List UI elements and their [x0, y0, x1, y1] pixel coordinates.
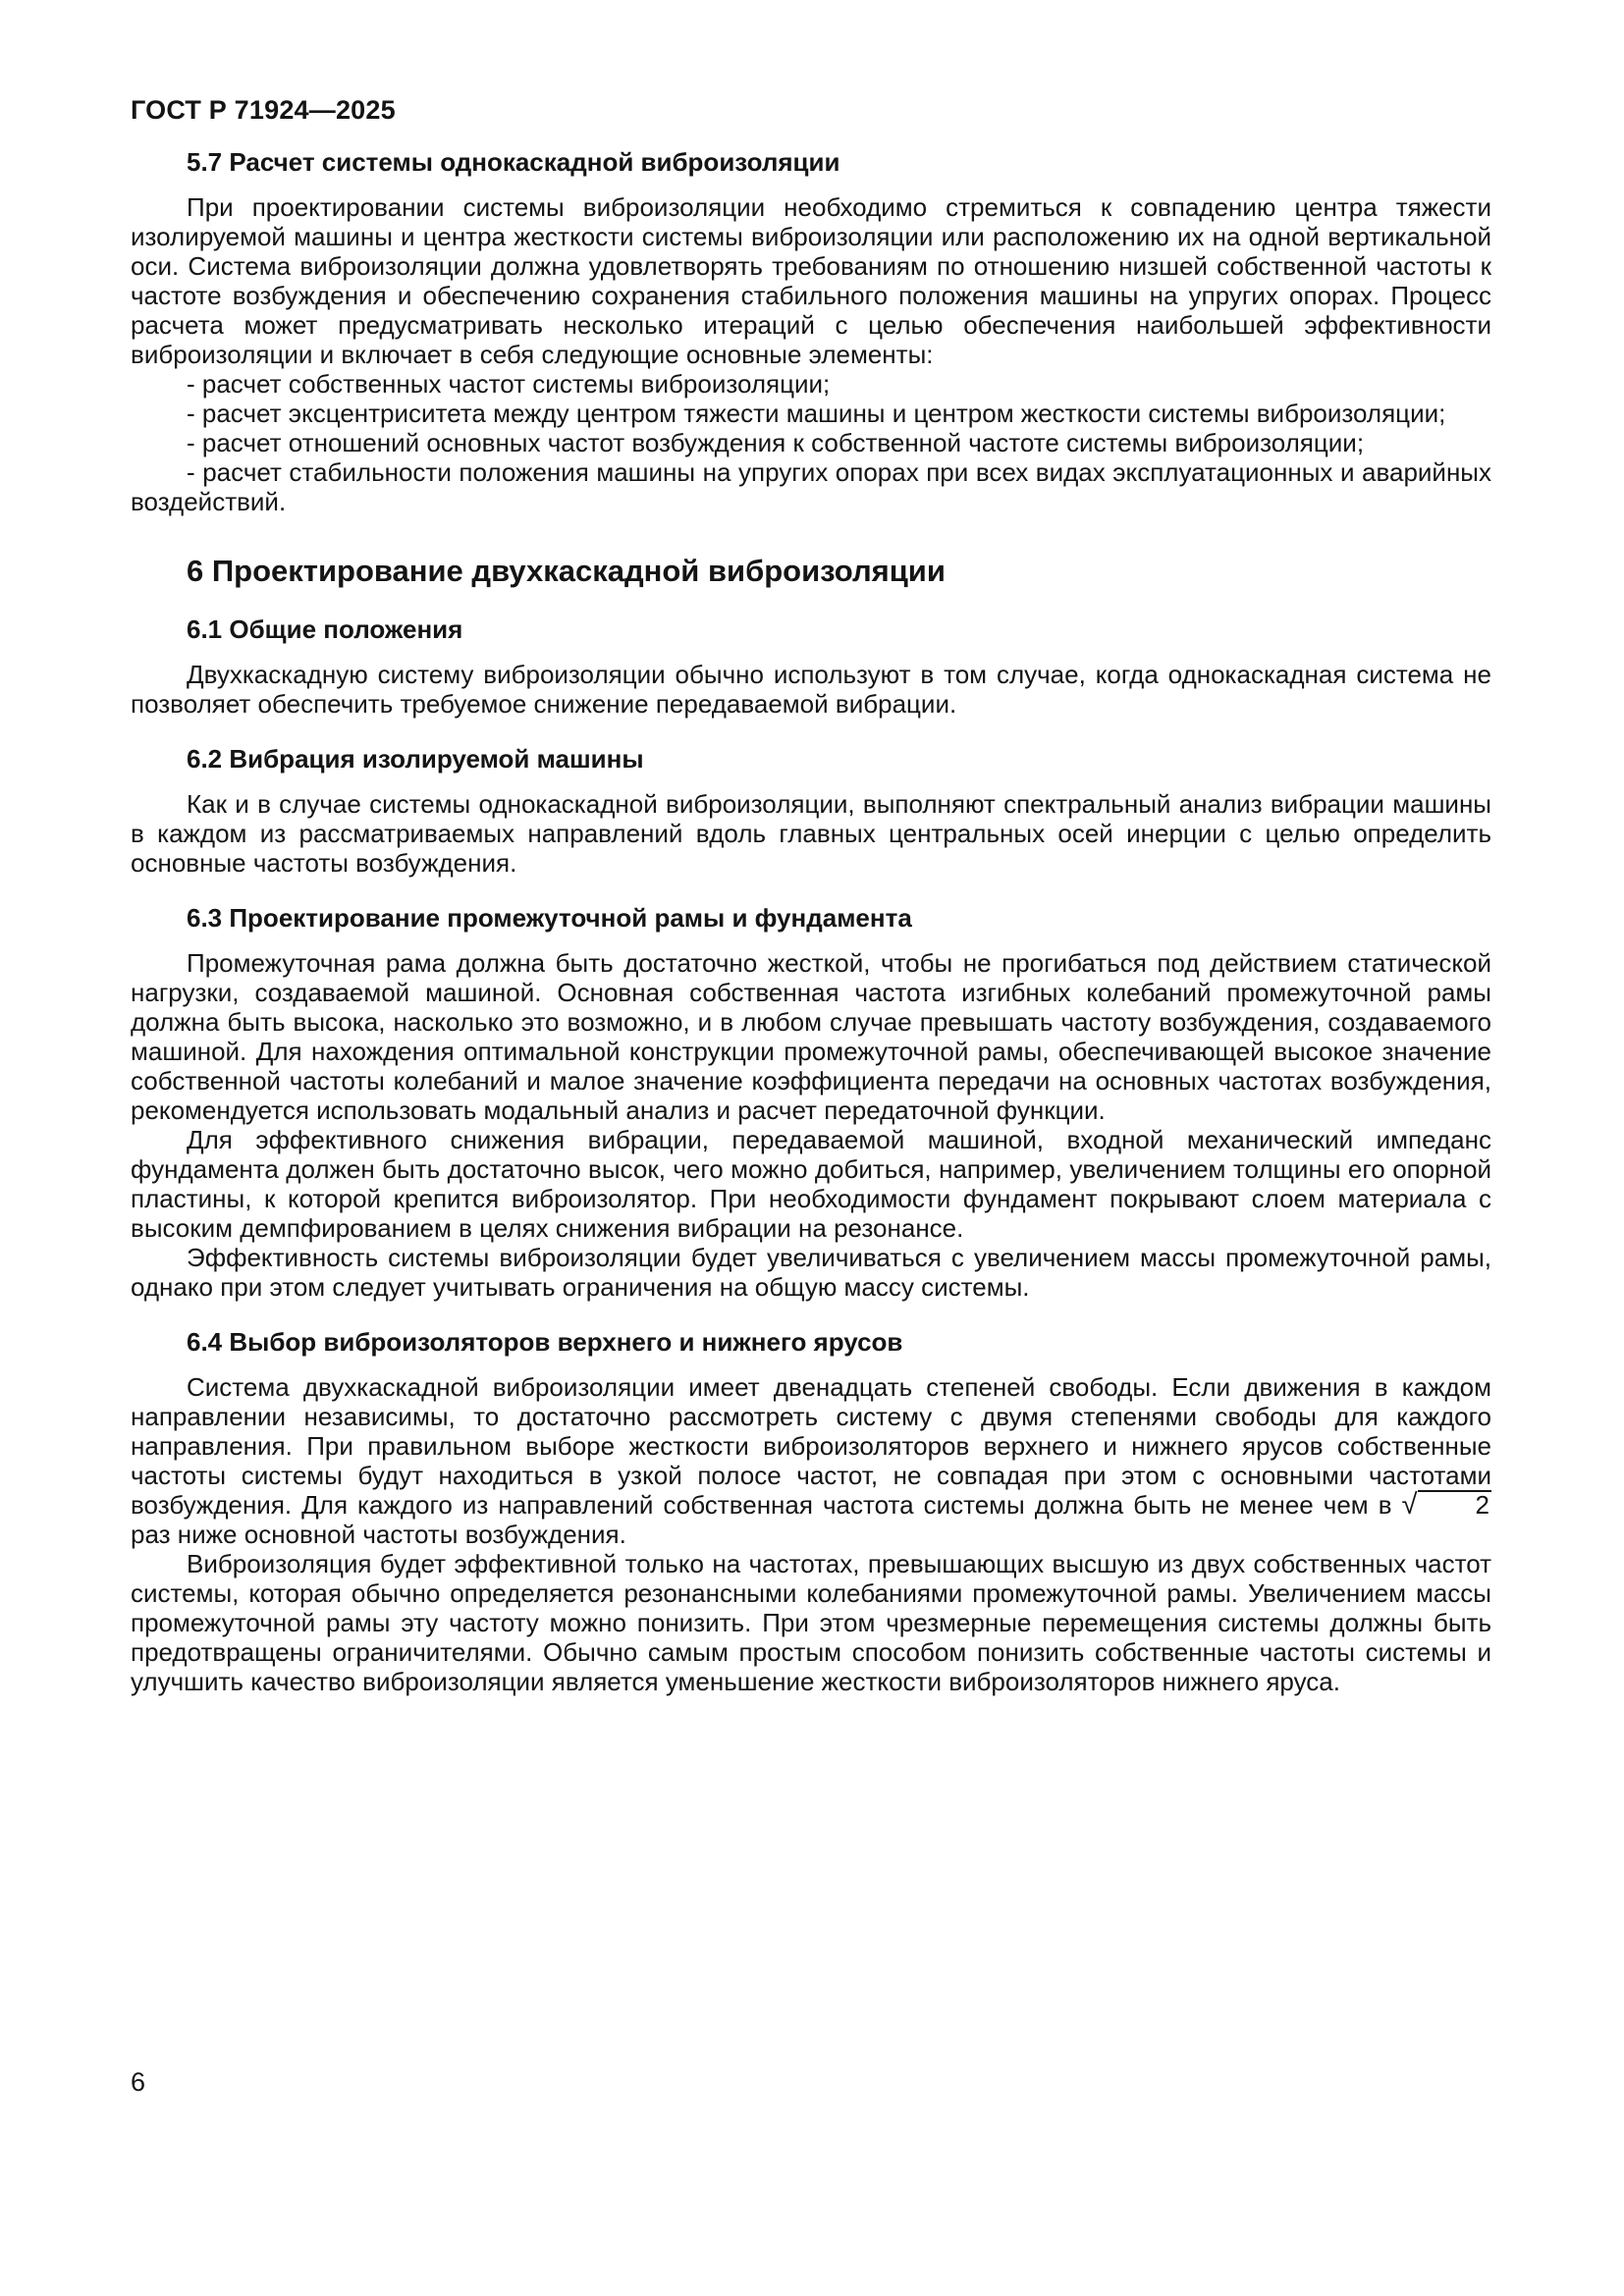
section-6-4-heading: 6.4 Выбор виброизоляторов верхнего и нижнего ярусов: [187, 1327, 903, 1357]
radical-sign: √: [1401, 1489, 1418, 1521]
para-6-4-1-text-before: Система двухкаскадной виброизоляции имеет двенадцать степеней свободы. Если движения в каждом направлении независимы, то достаточно рассмотреть систему с двумя степенями свободы для каждого направления. При правильном выборе жесткости виброизоляторов верхнего и нижнего ярусов собственные частоты системы будут находиться в узкой полосе частот, не совпадая при этом с основными частотами возбуждения. Для каждого из направлений собственная частота системы должна быть не менее чем в: [131, 1372, 1491, 1520]
page-content: [131, 147, 1491, 1696]
para-6-3-1: Промежуточная рама должна быть достаточно жесткой, чтобы не прогибаться под действием статической нагрузки, создаваемой машиной. Основная собственная частота изгибных колебаний промежуточной рамы должна быть высока, насколько это возможно, и в любом случае превышать частоту возбуждения, создаваемого машиной. Для нахождения оптимальной конструкции промежуточной рамы, обеспечивающей высокое значение собственной частоты колебаний и малое значение коэффициента передачи на основных частотах возбуждения, рекомендуется использовать модальный анализ и расчет передаточной функции.: [131, 948, 1491, 1125]
page-number: 6: [131, 2067, 146, 2097]
section-6-1-heading: 6.1 Общие положения: [187, 614, 463, 644]
para-6-3-2: Для эффективного снижения вибрации, передаваемой машиной, входной механический импеданс фундамента должен быть достаточно высок, чего можно добиться, например, увеличением толщины его опорной пластины, к которой крепится виброизолятор. При необходимости фундамент покрывают слоем материала с высоким демпфированием в целях снижения вибрации на резонансе.: [131, 1125, 1491, 1243]
section-6-2-heading: 6.2 Вибрация изолируемой машины: [187, 744, 644, 774]
para-6-2: Как и в случае системы однокаскадной виброизоляции, выполняют спектральный анализ вибрации машины в каждом из рассматриваемых направлений вдоль главных центральных осей инерции с целью определить основные частоты возбуждения.: [131, 789, 1491, 878]
sqrt-2-formula: [1402, 1490, 1491, 1520]
radicand: 2: [1418, 1490, 1491, 1519]
list-item: - расчет отношений основных частот возбуждения к собственной частоте системы виброизоляции;: [187, 428, 1365, 457]
list-item: - расчет стабильности положения машины на упругих опорах при всех видах эксплуатационных и аварийных воздействий.: [131, 457, 1491, 516]
section-6-heading: 6 Проектирование двухкаскадной виброизоляции: [187, 554, 946, 588]
para-6-4-2: Виброизоляция будет эффективной только на частотах, превышающих высшую из двух собственных частот системы, которая обычно определяется резонансными колебаниями промежуточной рамы. Увеличением массы промежуточной рамы эту частоту можно понизить. При этом чрезмерные перемещения системы должны быть предотвращены ограничителями. Обычно самым простым способом понизить собственные частоты системы и улучшить качество виброизоляции является уменьшение жесткости виброизоляторов нижнего яруса.: [131, 1549, 1491, 1696]
section-5-7-heading: 5.7 Расчет системы однокаскадной виброизоляции: [187, 147, 840, 177]
para-6-4-1-text-after: раз ниже основной частоты возбуждения.: [131, 1520, 626, 1549]
running-header-doc-code: ГОСТ Р 71924—2025: [131, 95, 396, 125]
list-item: - расчет собственных частот системы виброизоляции;: [187, 369, 831, 399]
para-6-3-3: Эффективность системы виброизоляции будет увеличиваться с увеличением массы промежуточной рамы, однако при этом следует учитывать ограничения на общую массу системы.: [131, 1243, 1491, 1302]
para-5-7-intro: При проектировании системы виброизоляции необходимо стремиться к совпадению центра тяжести изолируемой машины и центра жесткости системы виброизоляции или расположению их на одной вертикальной оси. Система виброизоляции должна удовлетворять требованиям по отношению низшей собственной частоты к частоте возбуждения и обеспечению сохранения стабильного положения машины на упругих опорах. Процесс расчета может предусматривать несколько итераций с целью обеспечения наибольшей эффективности виброизоляции и включает в себя следующие основные элементы:: [131, 192, 1491, 369]
section-6-3-heading: 6.3 Проектирование промежуточной рамы и фундамента: [187, 903, 912, 933]
para-6-1: Двухкаскадную систему виброизоляции обычно используют в том случае, когда однокаскадная система не позволяет обеспечить требуемое снижение передаваемой вибрации.: [131, 660, 1491, 719]
para-6-4-1: [131, 1372, 1491, 1549]
list-item: - расчет эксцентриситета между центром тяжести машины и центром жесткости системы виброизоляции;: [187, 399, 1446, 428]
